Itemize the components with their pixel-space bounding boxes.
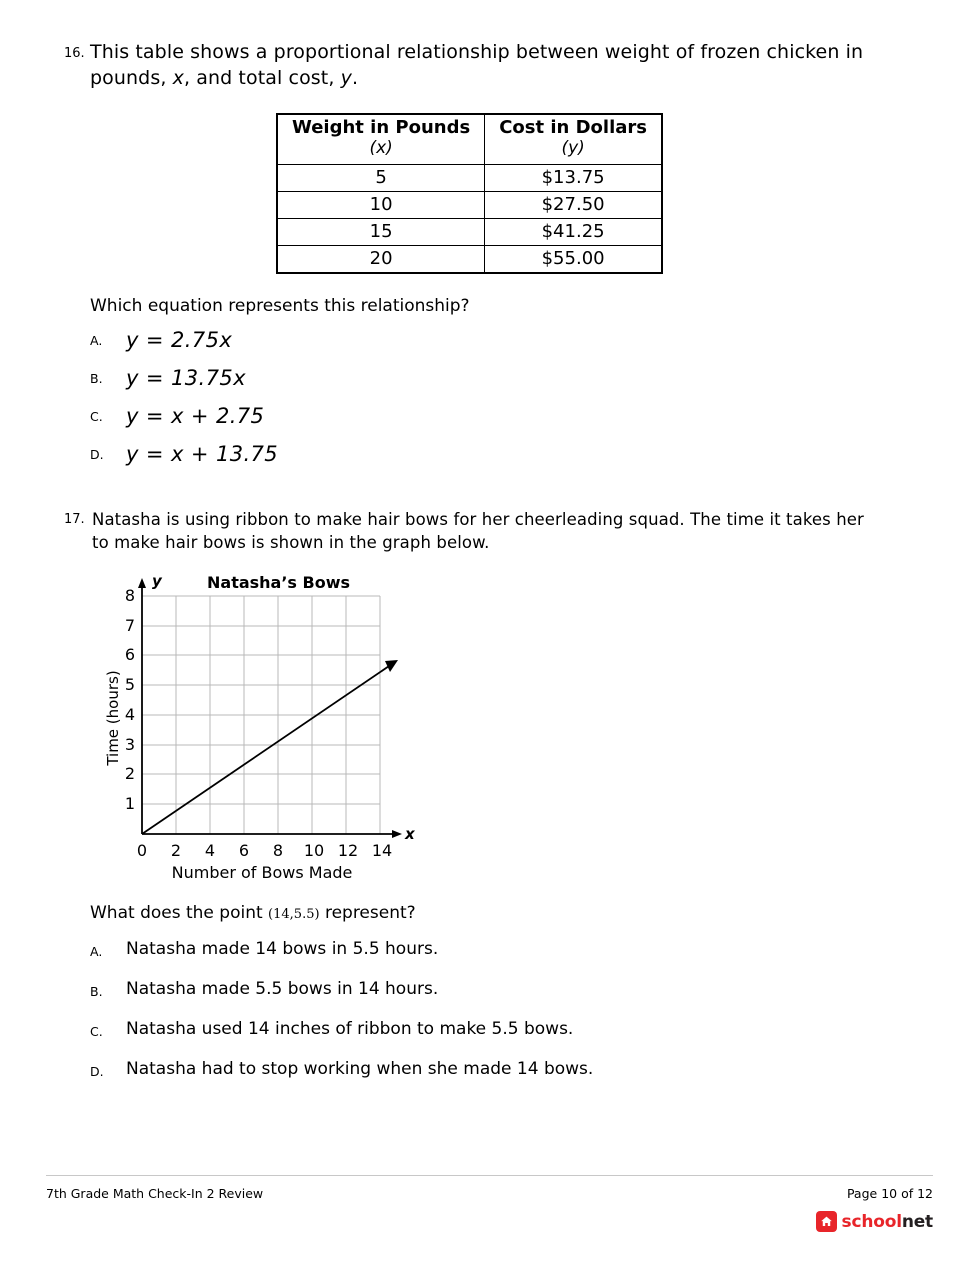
svg-text:8: 8 <box>124 586 135 606</box>
y-axis-arrow <box>138 578 146 588</box>
x-axis-arrow <box>392 830 402 838</box>
y-tick-labels <box>125 586 135 813</box>
choice-letter-a: A. <box>90 332 103 348</box>
question-17-prompt-before: What does the point <box>90 903 269 924</box>
question-17-choices <box>90 939 933 1081</box>
y-axis-title: Time (hours) <box>104 670 122 767</box>
data-line-arrow <box>385 660 398 672</box>
question-17 <box>46 508 933 1082</box>
table-header-weight <box>277 114 485 164</box>
question-16-stem <box>90 40 933 91</box>
svg-text:2: 2 <box>170 841 182 861</box>
choice-text-c: y = x + 2.75 <box>126 403 265 428</box>
table-cell-weight: 10 <box>277 191 485 218</box>
table-row <box>277 245 662 273</box>
choice-text-b: y = 13.75x <box>126 365 246 390</box>
choice-text-a: y = 2.75x <box>126 327 233 352</box>
natashas-bows-graph <box>102 568 933 887</box>
table-cell-weight: 5 <box>277 164 485 191</box>
table-row <box>277 218 662 245</box>
x-axis-title: Number of Bows Made <box>171 863 353 883</box>
table-container <box>46 113 933 273</box>
choice-option-b[interactable] <box>90 979 933 1001</box>
question-17-prompt <box>90 903 933 923</box>
choice-text-a: Natasha made 14 bows in 5.5 hours. <box>126 939 439 960</box>
page-footer <box>46 1175 933 1232</box>
brand-text-first: school <box>841 1211 902 1232</box>
choice-text-c: Natasha used 14 inches of ribbon to make 5.5 bows. <box>126 1019 574 1040</box>
table-header-weight-var: (x) <box>369 137 393 158</box>
svg-text:14: 14 <box>371 841 393 861</box>
brand-text-second: net <box>901 1211 933 1232</box>
question-17-prompt-after: represent? <box>319 903 416 924</box>
question-17-number: 17. <box>64 511 85 527</box>
footer-document-title: 7th Grade Math Check-In 2 Review <box>46 1186 264 1201</box>
choice-text-b: Natasha made 5.5 bows in 14 hours. <box>126 979 439 1000</box>
table-header-row <box>277 114 662 164</box>
table-header-cost <box>485 114 662 164</box>
choice-letter-b: B. <box>90 370 103 386</box>
svg-text:2: 2 <box>124 764 135 784</box>
choice-letter-b: B. <box>90 984 103 1000</box>
svg-text:5: 5 <box>124 675 135 695</box>
svg-text:1: 1 <box>124 794 135 814</box>
y-axis-letter: y <box>152 572 162 591</box>
svg-text:7: 7 <box>124 616 135 636</box>
question-16 <box>46 40 933 466</box>
svg-text:4: 4 <box>124 705 135 725</box>
choice-letter-d: D. <box>90 446 104 462</box>
choice-text-d: Natasha had to stop working when she made 14 bows. <box>126 1059 594 1080</box>
choice-option-d[interactable] <box>90 442 933 466</box>
x-axis-letter: x <box>405 825 415 844</box>
table-cell-cost: $55.00 <box>485 245 662 273</box>
table-cell-weight: 20 <box>277 245 485 273</box>
footer-divider <box>46 1175 933 1176</box>
table-header-weight-label: Weight in Pounds <box>292 117 471 139</box>
svg-text:8: 8 <box>272 841 284 861</box>
question-17-stem: Natasha is using ribbon to make hair bows for her cheerleading squad. The time it takes her to make hair bows is shown in the graph below. <box>92 509 864 552</box>
table-header-cost-label: Cost in Dollars <box>499 117 647 139</box>
choice-text-d: y = x + 13.75 <box>126 441 279 466</box>
question-16-var-y: y <box>340 66 352 89</box>
schoolnet-logo <box>816 1211 933 1232</box>
choice-option-d[interactable] <box>90 1059 933 1081</box>
table-cell-cost: $27.50 <box>485 191 662 218</box>
choice-letter-d: D. <box>90 1064 104 1080</box>
table-cell-cost: $41.25 <box>485 218 662 245</box>
choice-letter-c: C. <box>90 1024 103 1040</box>
svg-text:6: 6 <box>124 645 135 665</box>
svg-text:6: 6 <box>238 841 250 861</box>
question-16-stem-part2: , and total cost, <box>183 66 341 89</box>
choice-option-c[interactable] <box>90 404 933 428</box>
choice-option-b[interactable] <box>90 366 933 390</box>
choice-option-c[interactable] <box>90 1019 933 1041</box>
x-tick-labels <box>137 841 392 860</box>
choice-option-a[interactable] <box>90 328 933 352</box>
question-16-var-x: x <box>172 66 184 89</box>
question-16-stem-part3: . <box>351 66 359 89</box>
svg-text:0: 0 <box>136 841 148 861</box>
question-16-number: 16. <box>64 46 85 61</box>
table-row <box>277 164 662 191</box>
choice-letter-c: C. <box>90 408 103 424</box>
svg-text:12: 12 <box>337 841 359 861</box>
home-icon <box>816 1211 837 1232</box>
schoolnet-wordmark <box>842 1212 933 1232</box>
svg-text:3: 3 <box>124 735 135 755</box>
question-17-point: (14,5.5) <box>268 907 320 923</box>
data-line <box>142 664 392 834</box>
question-16-stem-part1: This table shows a proportional relationship between weight of frozen chicken in pounds, <box>90 41 864 89</box>
question-16-prompt: Which equation represents this relationship? <box>90 295 470 316</box>
choice-option-a[interactable] <box>90 939 933 961</box>
line-graph-svg <box>102 568 432 883</box>
footer-page-number: Page 10 of 12 <box>846 1186 933 1201</box>
question-16-choices <box>90 328 933 466</box>
svg-text:4: 4 <box>204 841 216 861</box>
choice-letter-a: A. <box>90 944 103 960</box>
table-row <box>277 191 662 218</box>
chart-title: Natasha’s Bows <box>207 573 351 593</box>
proportional-relationship-table <box>276 113 663 273</box>
table-header-cost-var: (y) <box>561 137 585 158</box>
table-cell-weight: 15 <box>277 218 485 245</box>
table-cell-cost: $13.75 <box>485 164 662 191</box>
svg-text:10: 10 <box>303 841 325 861</box>
